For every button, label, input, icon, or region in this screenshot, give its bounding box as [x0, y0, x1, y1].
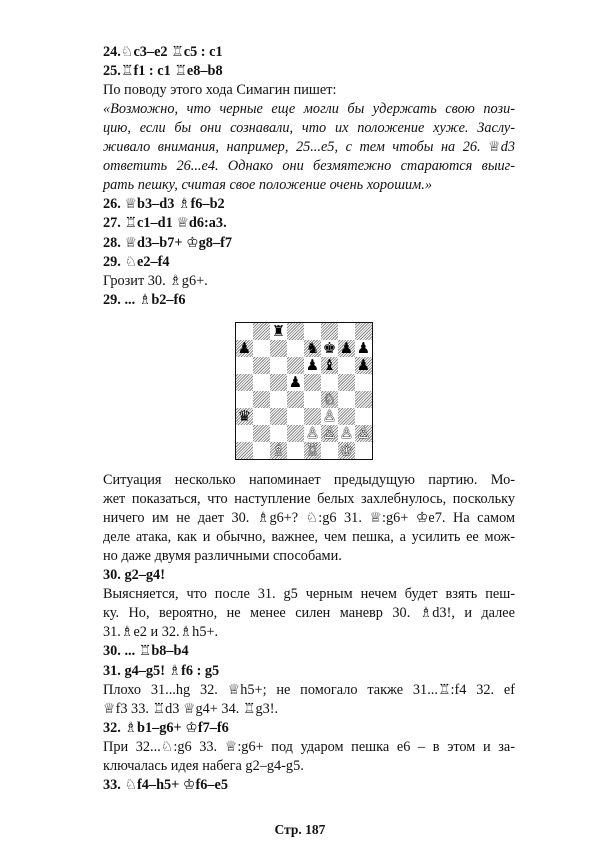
text-run: :g6+ под ударом пешка e6 – в этом и за-: [237, 738, 515, 755]
text-run: :f4 32. ef: [450, 681, 515, 698]
chess-piece-icon: ♖: [124, 215, 138, 232]
move-line: [103, 291, 185, 310]
move-line: [103, 566, 165, 585]
board-square: [287, 340, 304, 357]
chess-piece-icon: ♔: [415, 510, 429, 527]
text-run: e7. На самом: [428, 510, 516, 527]
paragraph-line: [103, 547, 342, 566]
chess-piece-icon: ♖: [152, 700, 166, 717]
move-line: [103, 719, 229, 738]
board-square: [236, 425, 253, 442]
text-run: жет показаться, что наступление белых захлебнулось, поскольку: [103, 491, 515, 508]
white-piece-icon: ♙: [339, 424, 354, 442]
text-run: d3: [500, 139, 515, 156]
chess-piece-icon: ♗: [179, 624, 193, 641]
board-square: [338, 408, 355, 425]
text-run: b8–b4: [151, 643, 189, 660]
paragraph-line: [103, 81, 336, 100]
text-run: b3–d3: [137, 196, 178, 213]
black-piece-icon: ♜: [271, 322, 286, 340]
chess-piece-icon: ♖: [437, 681, 451, 698]
chess-piece-icon: ♘: [160, 738, 174, 755]
text-run: h5+; не помогало также 31...: [240, 681, 438, 698]
move-line: [103, 642, 189, 661]
white-piece-icon: ♙: [322, 424, 337, 442]
text-run: 30. ...: [103, 643, 139, 660]
black-piece-icon: ♟: [339, 339, 354, 357]
text-run: 31. g4–g5!: [103, 662, 169, 679]
text-run: Ситуация несколько напоминает предыдущую партию. Мо-: [103, 472, 515, 488]
board-square: [253, 408, 270, 425]
text-run: но даже двумя различными способами.: [103, 548, 342, 565]
chess-piece-icon: ♗: [256, 510, 270, 527]
text-run: По поводу этого хода Симагин пишет:: [103, 82, 337, 99]
paragraph-line: [103, 490, 515, 509]
text-run: 32.: [103, 719, 125, 736]
white-piece-icon: ♔: [339, 441, 354, 459]
text-run: f1 : c1: [133, 63, 175, 80]
quote-line: [103, 119, 515, 138]
text-run: d6:a3.: [188, 215, 227, 232]
text-run: 25.: [103, 63, 121, 80]
chess-piece-icon: ♖: [242, 700, 256, 717]
black-piece-icon: ♚: [322, 339, 337, 357]
text-run: g3!.: [255, 700, 279, 717]
paragraph-line: [103, 700, 278, 719]
chess-piece-icon: ♗: [120, 624, 134, 641]
paragraph-line: [103, 623, 218, 642]
move-line: [103, 62, 223, 81]
text-run: ответить 26...e4. Однако они безмятежно стараются выиг-: [103, 158, 515, 175]
board-square: [287, 408, 304, 425]
board-square: [355, 323, 372, 340]
board-square: [253, 374, 270, 391]
board-square: [253, 357, 270, 374]
chess-piece-icon: ♗: [169, 272, 182, 289]
white-piece-icon: ♙: [305, 424, 320, 442]
chess-piece-icon: ♘: [305, 510, 319, 527]
chess-piece-icon: ♘: [124, 253, 138, 270]
text-run: d3–b7+: [137, 234, 187, 251]
board-square: [304, 374, 321, 391]
board-square: [321, 442, 338, 459]
chess-piece-icon: ♗: [138, 291, 152, 308]
board-square: [355, 391, 372, 408]
text-run: 33.: [103, 776, 125, 793]
board-square: [321, 323, 338, 340]
move-line: [103, 253, 170, 272]
board-square: [270, 408, 287, 425]
chess-piece-icon: ♗: [168, 662, 182, 679]
white-piece-icon: ♙: [322, 407, 337, 425]
black-piece-icon: ♟: [356, 356, 371, 374]
text-run: e2 и 32.: [133, 624, 180, 641]
board-square: [253, 323, 270, 340]
board-square: [270, 391, 287, 408]
board-square: [253, 340, 270, 357]
chess-piece-icon: ♖: [171, 44, 184, 60]
quote-line: [103, 157, 515, 176]
text-run: g8–f7: [198, 234, 233, 251]
board-square: [287, 391, 304, 408]
board-square: [236, 323, 253, 340]
text-run: 27.: [103, 215, 125, 232]
chess-piece-icon: ♕: [176, 215, 189, 232]
board-square: [236, 374, 253, 391]
board-square: [338, 374, 355, 391]
text-run: ку. Но, вероятно, не менее силен маневр 30.: [103, 605, 420, 622]
text-run: f6–e5: [195, 776, 229, 793]
black-piece-icon: ♛: [237, 407, 252, 425]
text-run: c1–d1: [137, 215, 177, 232]
black-piece-icon: ♟: [237, 339, 252, 357]
paragraph-line: [103, 509, 515, 528]
text-run: e2–f4: [137, 253, 170, 270]
text-run: :g6+: [381, 510, 416, 527]
white-piece-icon: ♖: [305, 441, 320, 459]
text-run: деле атака, как и обычно, важнее, чем пешка, а усилить ее мож-: [103, 529, 515, 546]
text-run: f6 : g5: [181, 662, 220, 679]
board-square: [236, 357, 253, 374]
paragraph-line: [103, 272, 208, 291]
chess-piece-icon: ♕: [124, 234, 138, 251]
move-line: [103, 776, 228, 795]
black-piece-icon: ♟: [356, 339, 371, 357]
quote-line: [103, 100, 515, 119]
board-square: [236, 442, 253, 459]
move-line: [103, 214, 227, 233]
text-run: 31.: [103, 624, 121, 641]
board-square: [338, 391, 355, 408]
text-run: Грозит 30.: [103, 272, 170, 289]
paragraph-line: [103, 681, 515, 700]
chess-piece-icon: ♕: [488, 139, 501, 156]
chess-diagram: [235, 322, 373, 460]
text-run: живало внимания, например, 25...e5, с тем чтобы на 26.: [103, 139, 489, 156]
text-run: Плохо 31...hg 32.: [103, 681, 228, 698]
text-run: :g6 31.: [318, 510, 370, 527]
text-run: ничего им не дает 30.: [103, 510, 257, 527]
text-run: цию, если бы они сознавали, что их положение хуже. Заслу-: [103, 120, 515, 137]
text-run: :g6 33.: [173, 738, 225, 755]
chess-piece-icon: ♔: [182, 776, 196, 793]
text-run: f7–f6: [197, 719, 229, 736]
board-square: [338, 357, 355, 374]
text-run: 26.: [103, 196, 125, 213]
chess-piece-icon: ♘: [120, 44, 134, 60]
chess-piece-icon: ♕: [227, 681, 241, 698]
chess-piece-icon: ♖: [174, 63, 187, 80]
chess-piece-icon: ♕: [369, 510, 382, 527]
text-run: e8–b8: [186, 63, 223, 80]
text-run: f3 33.: [115, 700, 153, 717]
text-run: g6+.: [181, 272, 208, 289]
chess-piece-icon: ♘: [124, 776, 138, 793]
text-run: c5 : c1: [183, 44, 223, 60]
paragraph-line: [103, 738, 515, 757]
board-square: [287, 323, 304, 340]
chess-piece-icon: ♗: [177, 196, 191, 213]
paragraph-line: [103, 757, 304, 776]
text-run: «Возможно, что черные еще могли бы удержать свою пози-: [103, 101, 515, 118]
paragraph-line: [103, 528, 515, 547]
black-piece-icon: ♝: [322, 356, 337, 374]
board-square: [355, 374, 372, 391]
text-run: 28.: [103, 234, 125, 251]
board-square: [253, 391, 270, 408]
text-run: g6+?: [269, 510, 306, 527]
chess-piece-icon: ♖: [138, 643, 152, 660]
white-piece-icon: ♙: [356, 424, 371, 442]
board-square: [287, 425, 304, 442]
text-run: b2–f6: [151, 291, 186, 308]
text-run: 24.: [103, 44, 121, 60]
black-piece-icon: ♟: [305, 356, 320, 374]
board-square: [287, 442, 304, 459]
page-number: Стр. 187: [274, 822, 326, 837]
text-run: d3: [165, 700, 183, 717]
move-line: [103, 43, 223, 62]
board-square: [270, 357, 287, 374]
board-square: [355, 442, 372, 459]
text-run: f6–b2: [190, 196, 225, 213]
chess-piece-icon: ♕: [224, 738, 238, 755]
board-square: [304, 408, 321, 425]
quote-line: [103, 176, 432, 195]
chess-piece-icon: ♔: [186, 234, 199, 251]
board-square: [236, 391, 253, 408]
board-square: [304, 323, 321, 340]
chess-piece-icon: ♗: [124, 719, 138, 736]
chess-piece-icon: ♕: [124, 196, 138, 213]
text-run: рать пешку, считая свое положение очень хорошим.»: [103, 177, 432, 194]
text-run: 29. ...: [103, 291, 139, 308]
paragraph-line: [103, 604, 515, 623]
text-run: d3!, и далее: [432, 605, 515, 622]
board-square: [287, 357, 304, 374]
text-run: 29.: [103, 253, 125, 270]
text-run: c3–e2: [133, 44, 172, 60]
black-piece-icon: ♟: [288, 373, 303, 391]
board-square: [355, 408, 372, 425]
board-square: [270, 425, 287, 442]
chess-piece-icon: ♗: [419, 605, 433, 622]
chess-piece-icon: ♔: [185, 719, 198, 736]
chess-piece-icon: ♕: [103, 700, 116, 717]
board-square: [253, 442, 270, 459]
text-run: b1–g6+: [137, 719, 186, 736]
paragraph-line: [103, 471, 515, 490]
paragraph-line: [103, 585, 515, 604]
black-piece-icon: ♞: [305, 339, 320, 357]
white-piece-icon: ♘: [322, 390, 337, 408]
board-square: [304, 391, 321, 408]
text-run: При 32...: [103, 738, 161, 755]
text-run: ключалась идея набега g2–g4-g5.: [103, 757, 304, 774]
chess-piece-icon: ♖: [120, 63, 134, 80]
text-run: 30. g2–g4!: [103, 567, 165, 584]
text-run: f4–h5+: [137, 776, 183, 793]
board-square: [338, 323, 355, 340]
move-line: [103, 662, 219, 681]
white-piece-icon: ♗: [271, 441, 286, 459]
board-square: [270, 374, 287, 391]
board-square: [253, 425, 270, 442]
quote-line: [103, 138, 515, 157]
board-square: [270, 340, 287, 357]
chess-piece-icon: ♕: [182, 700, 196, 717]
move-line: [103, 234, 232, 253]
move-line: [103, 195, 225, 214]
text-run: Выясняется, что после 31. g5 черным нечем будет взять пеш-: [103, 586, 515, 603]
text-run: g4+ 34.: [195, 700, 243, 717]
board-square: [321, 374, 338, 391]
text-run: h5+.: [192, 624, 219, 641]
